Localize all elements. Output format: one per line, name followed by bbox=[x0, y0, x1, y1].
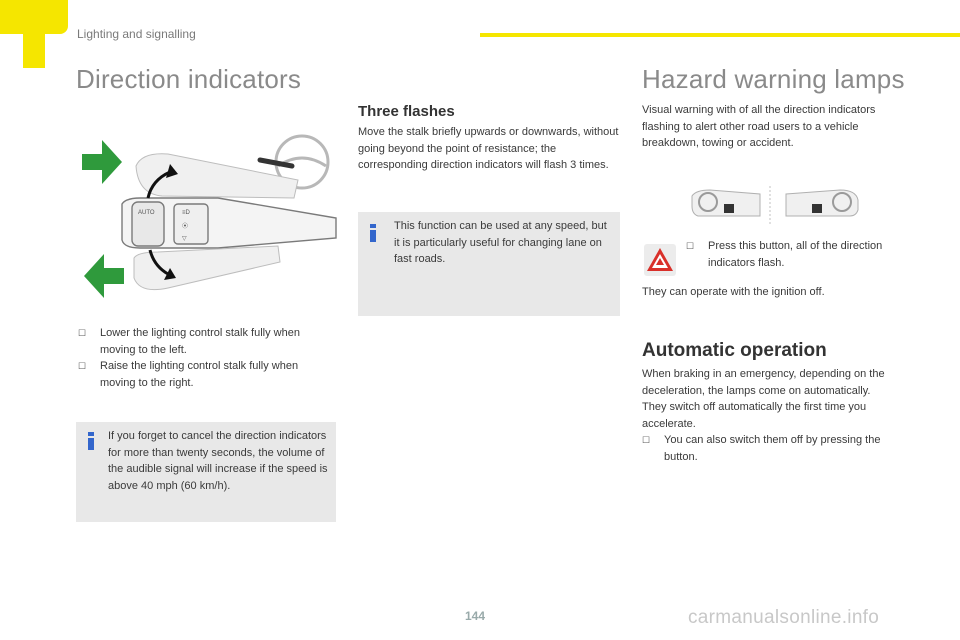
arrow-right-icon bbox=[82, 140, 122, 184]
auto-body-1: When braking in an emergency, depending on the deceleration, the lamps come on automatically. bbox=[642, 368, 885, 397]
checkbox-bullet-icon: ☐ bbox=[78, 361, 87, 371]
three-flashes-body: Move the stalk briefly upwards or downwards, without going beyond the point of resistance; the corresponding direction indicators will flash 3 times. bbox=[358, 126, 619, 171]
hazard-intro: Visual warning with of all the direction indicators flashing to alert other road users to a vehicle breakdown, towing or accident. bbox=[642, 104, 876, 149]
section-label: Lighting and signalling bbox=[77, 27, 196, 41]
three-flashes-title: Three flashes bbox=[358, 103, 455, 120]
svg-text:AUTO: AUTO bbox=[138, 210, 155, 216]
svg-text:≡D: ≡D bbox=[182, 210, 190, 216]
hazard-warning-icon bbox=[644, 244, 676, 276]
press-button-text: Press this button, all of the direction indicators flash. bbox=[708, 240, 883, 269]
auto-bullet-text: You can also switch them off by pressing the button. bbox=[664, 434, 881, 463]
checkbox-bullet-icon: ☐ bbox=[78, 328, 87, 338]
direction-indicators-title: Direction indicators bbox=[76, 64, 302, 94]
list-item bbox=[78, 358, 336, 391]
checkbox-bullet-icon: ☐ bbox=[686, 241, 695, 251]
info-note-middle bbox=[358, 212, 620, 316]
list-item bbox=[78, 325, 336, 358]
info-note-text: If you forget to cancel the direction indicators for more than twenty seconds, the volume of the audible signal will increase if the speed is above 40 mph (60 km/h). bbox=[108, 430, 328, 492]
info-icon bbox=[88, 432, 94, 450]
automatic-operation-title: Automatic operation bbox=[642, 340, 827, 361]
arrow-left-icon bbox=[84, 254, 124, 298]
svg-text:▽: ▽ bbox=[182, 236, 187, 242]
list-item bbox=[642, 432, 908, 465]
info-note-left bbox=[76, 422, 336, 522]
hazard-warning-title: Hazard warning lamps bbox=[642, 64, 905, 94]
list-item bbox=[686, 238, 886, 271]
checkbox-bullet-icon: ☐ bbox=[642, 435, 651, 445]
watermark: carmanualsonline.info bbox=[688, 607, 880, 628]
bullet-text: Lower the lighting control stalk fully when moving to the left. bbox=[100, 327, 300, 356]
dashboard-illustration bbox=[690, 186, 860, 226]
press-button-item bbox=[686, 238, 886, 271]
bullet-text: Raise the lighting control stalk fully when moving to the right. bbox=[100, 360, 299, 389]
stalk-illustration bbox=[78, 128, 342, 306]
page-number: 144 bbox=[465, 609, 486, 623]
info-note-text: This function can be used at any speed, but it is particularly useful for changing lane on fast roads. bbox=[394, 220, 607, 265]
ignition-off-text: They can operate with the ignition off. bbox=[642, 286, 825, 298]
svg-text:⦿: ⦿ bbox=[182, 224, 189, 230]
info-icon bbox=[370, 224, 376, 242]
auto-body-2: They switch off automatically the first time you accelerate. bbox=[642, 401, 867, 430]
header-yellow-tab bbox=[23, 0, 45, 68]
header-rule bbox=[480, 33, 960, 37]
left-bullet-list bbox=[78, 325, 336, 391]
automatic-operation-body bbox=[642, 366, 908, 465]
